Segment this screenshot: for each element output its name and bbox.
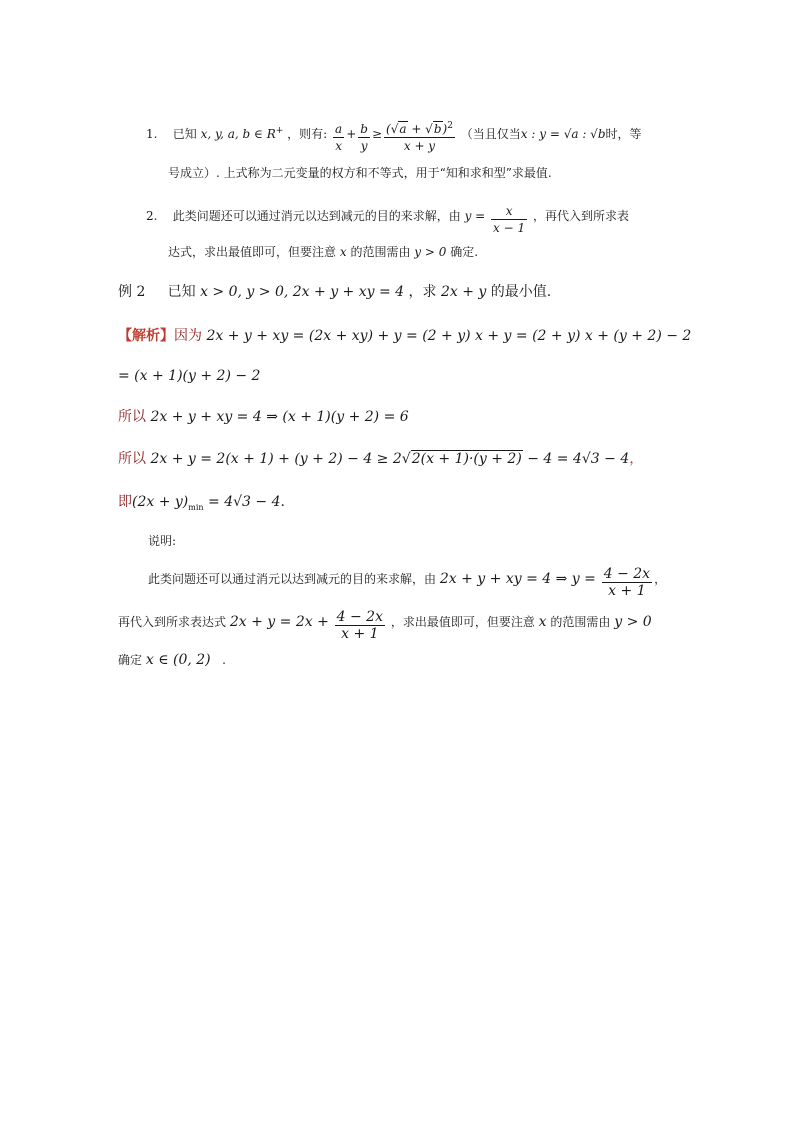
remark-fraction-2 — [335, 609, 385, 642]
solution-line-4: 所以 2x + y = 2(x + 1) + (y + 2) − 4 ≥ 2√2(x + 1)·(y + 2) − 4 = 4√3 − 4， — [118, 451, 644, 467]
note-2-line-2-c: 确定. — [450, 245, 479, 259]
remark-line-2-expr: 2x + y = 2x + — [229, 614, 329, 630]
solution-line-5-end: . — [280, 494, 285, 510]
example-text-b: ，求 — [408, 284, 437, 300]
note-2-var-x: x — [339, 245, 347, 259]
note-1-then: ，则有: — [287, 127, 328, 141]
remark-fraction-1-den: x + 1 — [608, 583, 646, 599]
solution-line-1 — [118, 327, 691, 345]
remark-line-3-end: . — [222, 653, 226, 667]
note-2-marker: 2. — [146, 209, 158, 223]
note-1-sup: + — [275, 126, 284, 136]
note-1-cond-close: 时，等 — [605, 127, 642, 141]
example-label: 例 2 — [118, 284, 146, 300]
example-target: 2x + y — [440, 284, 487, 300]
fraction-b-over-y: $\frac{b}{y}$ — [360, 122, 368, 153]
note-1-line-2-text: 号成立）. 上式称为二元变量的权方和不等式，用于“知和求和型”求最值. — [168, 166, 552, 180]
example-text-a: 已知 — [167, 284, 196, 300]
note-2-cond: y > 0 — [414, 245, 447, 259]
remark-line-3 — [118, 651, 226, 669]
note-1-marker: 1. — [146, 127, 158, 141]
solution-line-1-expr: 2x + y + xy = (2x + xy) + y = (2 + y) x + y = (2 + y) x + (y + 2) − 2 — [206, 328, 692, 344]
remark-line-1-end: ， — [654, 572, 667, 586]
note-1-prefix: 已知 — [172, 127, 197, 141]
remark-fraction-1-num: 4 − 2x — [603, 566, 651, 582]
solution-line-3 — [118, 408, 409, 426]
solution-line-4-expr-a: 2x + y = 2(x + 1) + (y + 2) − 4 ≥ 2 — [150, 451, 402, 467]
remark-line-1-a: 此类问题还可以通过消元以达到减元的目的来求解，由 — [148, 572, 437, 586]
solution-line-5 — [118, 493, 285, 517]
solution-line-5-expr-b: = 4√3 − 4 — [208, 494, 281, 510]
remark-label-line — [148, 532, 176, 550]
solution-so-2: 所以 — [118, 451, 146, 467]
remark-line-1 — [148, 566, 666, 599]
remark-line-1-expr: 2x + y + xy = 4 ⇒ y = — [439, 571, 596, 587]
note-2-expr: y = — [464, 209, 486, 223]
solution-line-2 — [118, 367, 260, 385]
solution-thus: 即 — [118, 494, 132, 510]
note-2-text-a: 此类问题还可以通过消元以达到减元的目的来求解，由 — [172, 209, 461, 223]
solution-so-1: 所以 — [118, 409, 146, 425]
remark-line-2-cond: y > 0 — [614, 614, 652, 630]
solution-line-3-expr: 2x + y + xy = 4 ⇒ (x + 1)(y + 2) = 6 — [150, 409, 409, 425]
solution-line-2-expr: = (x + 1)(y + 2) − 2 — [118, 368, 261, 384]
remark-line-2-a: 再代入到所求表达式 — [118, 615, 227, 629]
note-1-line-1: 1. 已知 x, y, a, b ∈ R+ ，则有: $\frac{a}{x}$ + $\frac{b}{y}$ ≥ $\frac{(√a + √b)^2}{x + y}$ （当且仅当x : y = √a : √b时，等 — [146, 118, 642, 154]
note-1-cond-expr: x : y = √a : √b — [520, 127, 606, 141]
remark-line-3-a: 确定 — [118, 653, 143, 667]
solution-line-5-sub: min — [188, 502, 204, 512]
solution-because: 因为 — [174, 328, 202, 344]
remark-label: 说明: — [148, 534, 177, 548]
remark-line-3-expr: x ∈ (0, 2) — [145, 652, 211, 668]
remark-line-2-c: 的范围需由 — [550, 615, 611, 629]
solution-line-5-expr-a: (2x + y) — [132, 494, 189, 510]
note-1-vars: x, y, a, b ∈ R — [200, 127, 276, 141]
solution-line-4-sqrt: 2(x + 1)·(y + 2) — [411, 451, 522, 467]
note-1-line-2 — [168, 164, 552, 182]
remark-line-2 — [118, 609, 652, 642]
note-2-line-2-b: 的范围需由 — [350, 245, 411, 259]
solution-line-4-expr-b: − 4 = 4√3 − 4 — [527, 451, 630, 467]
remark-fraction-2-num: 4 − 2x — [336, 609, 383, 625]
note-1-cond-open: （当且仅当 — [460, 127, 521, 141]
example-2 — [118, 283, 551, 301]
remark-line-2-var: x — [538, 614, 547, 630]
note-2-text-b: ，再代入到所求表 — [532, 209, 629, 223]
note-2-line-1 — [146, 203, 629, 236]
remark-line-2-b: ，求出最值即可，但要注意 — [390, 615, 535, 629]
solution-heading: 【解析】 — [118, 328, 174, 344]
remark-fraction-2-den: x + 1 — [341, 626, 379, 642]
fraction-a-over-x: $\frac{a}{x}$ — [335, 122, 343, 153]
note-2-line-2 — [168, 243, 478, 261]
fraction-x-over-x-minus-1: $\frac{x}{x - 1}$ — [493, 204, 526, 235]
example-text-c: 的最小值. — [490, 284, 552, 300]
remark-fraction-1 — [602, 566, 652, 599]
fraction-power-mean: $\frac{(√a + √b)^2}{x + y}$ — [384, 118, 455, 154]
solution-line-4-end: ， — [629, 451, 644, 467]
example-conditions: x > 0, y > 0, 2x + y + xy = 4 — [200, 284, 405, 300]
note-2-line-2-a: 达式，求出最值即可，但要注意 — [168, 245, 337, 259]
